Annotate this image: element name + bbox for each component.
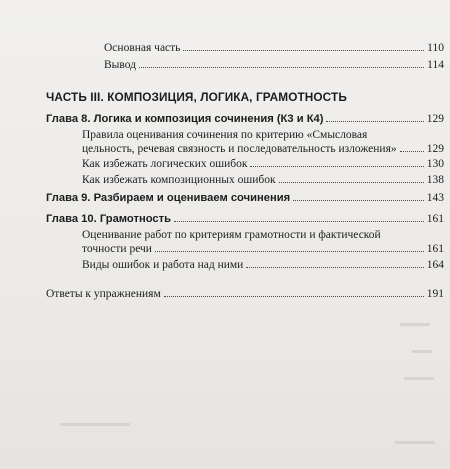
section-page: 164 — [426, 259, 444, 271]
toc-entry — [104, 59, 444, 71]
toc-entry-page: 110 — [427, 42, 444, 54]
leader-dots — [250, 166, 423, 167]
chapter-entry — [46, 192, 444, 204]
toc-entry — [46, 288, 444, 300]
part-heading: ЧАСТЬ III. КОМПОЗИЦИЯ, ЛОГИКА, ГРАМОТНОСТЬ — [46, 90, 347, 104]
leader-dots — [139, 67, 424, 68]
section-title: Как избежать логических ошибок — [82, 158, 248, 170]
section-entry — [82, 243, 444, 255]
section-title: Как избежать композиционных ошибок — [82, 174, 276, 186]
toc-entry-title: Ответы к упражнениям — [46, 288, 161, 300]
show-through-mark: ▬▬▬▬ — [395, 436, 435, 447]
show-through-mark: ▬▬▬▬▬▬▬ — [60, 418, 130, 429]
section-title-line: цельность, речевая связность и последовательность изложения» — [82, 143, 397, 155]
toc-entry-page: 191 — [426, 288, 444, 300]
leader-dots — [155, 251, 424, 252]
show-through-mark: ▬▬ — [412, 345, 432, 356]
section-title-line: точности речи — [82, 243, 152, 255]
chapter-page: 161 — [426, 213, 444, 225]
chapter-title: Глава 8. Логика и композиция сочинения (К3 и К4) — [46, 113, 324, 125]
section-title-line: Оценивание работ по критериям грамотности и фактической — [82, 229, 381, 241]
toc-entry-title: Вывод — [104, 59, 137, 71]
chapter-page: 143 — [426, 192, 444, 204]
section-entry — [82, 259, 444, 271]
section-page: 129 — [426, 143, 444, 155]
leader-dots — [174, 221, 424, 222]
section-entry — [82, 158, 444, 170]
section-entry — [82, 174, 444, 186]
leader-dots — [326, 121, 423, 122]
toc-entry-page: 114 — [427, 59, 444, 71]
chapter-title: Глава 10. Грамотность — [46, 213, 171, 225]
toc-entry-title: Основная часть — [104, 42, 181, 54]
leader-dots — [246, 267, 423, 268]
leader-dots — [279, 182, 424, 183]
chapter-entry — [46, 213, 444, 225]
chapter-title: Глава 9. Разбираем и оцениваем сочинения — [46, 192, 291, 204]
toc-entry — [104, 42, 444, 54]
chapter-page: 129 — [426, 113, 444, 125]
section-title: Виды ошибок и работа над ними — [82, 259, 244, 271]
chapter-entry — [46, 113, 444, 125]
section-title-line: Правила оценивания сочинения по критерию «Смысловая — [82, 129, 368, 141]
show-through-mark: ▬▬▬ — [400, 318, 430, 329]
leader-dots — [164, 296, 424, 297]
section-page: 138 — [426, 174, 444, 186]
section-page: 130 — [426, 158, 444, 170]
section-entry — [82, 143, 444, 155]
show-through-mark: ▬▬▬ — [404, 372, 434, 383]
section-page: 161 — [426, 243, 444, 255]
leader-dots — [183, 50, 424, 51]
leader-dots — [293, 200, 424, 201]
leader-dots — [400, 151, 424, 152]
